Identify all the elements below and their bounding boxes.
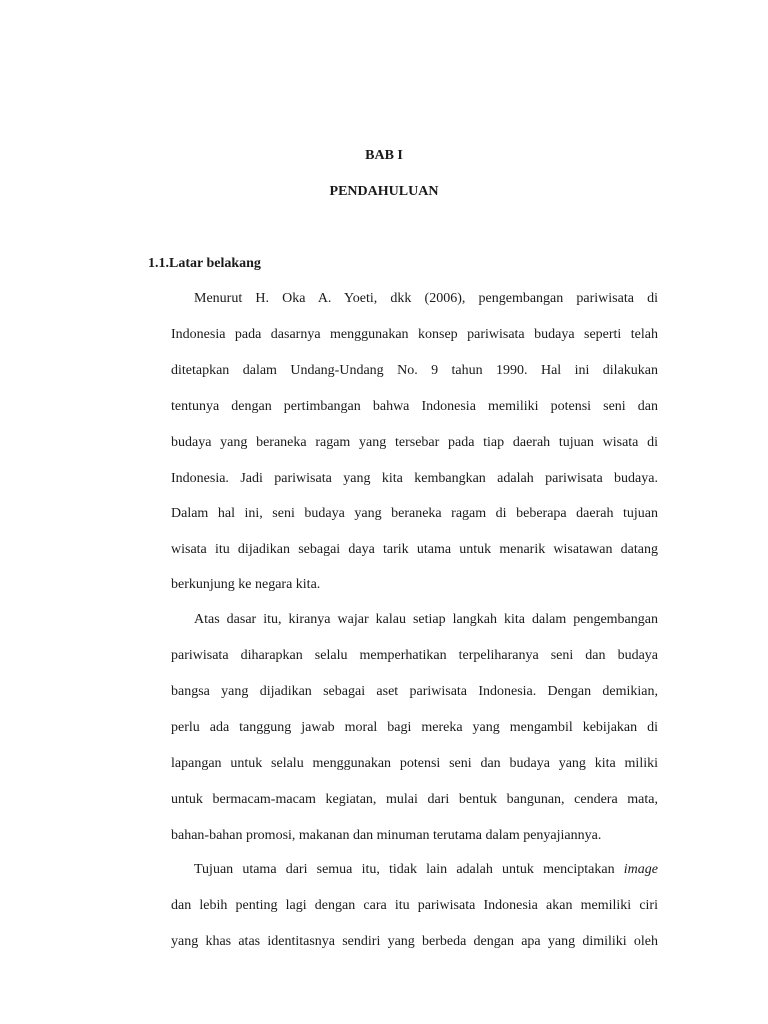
paragraph-3-line: yang khas atas identitasnya sendiri yang berbeda dengan apa yang dimiliki oleh <box>171 934 658 949</box>
chapter-number: BAB I <box>365 148 403 163</box>
paragraph-2-line: lapangan untuk selalu menggunakan potensi seni dan budaya yang kita miliki <box>171 756 658 771</box>
paragraph-2-line: perlu ada tanggung jawab moral bagi mereka yang mengambil kebijakan di <box>171 720 658 735</box>
paragraph-2-line: bahan-bahan promosi, makanan dan minuman terutama dalam penyajiannya. <box>171 828 602 843</box>
paragraph-1-line: ditetapkan dalam Undang-Undang No. 9 tahun 1990. Hal ini dilakukan <box>171 363 658 378</box>
paragraph-1-line: Indonesia. Jadi pariwisata yang kita kembangkan adalah pariwisata budaya. <box>171 471 658 486</box>
paragraph-1-line: Dalam hal ini, seni budaya yang beraneka ragam di beberapa daerah tujuan <box>171 506 658 521</box>
paragraph-1-line: tentunya dengan pertimbangan bahwa Indonesia memiliki potensi seni dan <box>171 399 658 414</box>
paragraph-3-line <box>194 861 658 879</box>
paragraph-2-line: pariwisata diharapkan selalu memperhatikan terpeliharanya seni dan budaya <box>171 648 658 663</box>
paragraph-3-line: dan lebih penting lagi dengan cara itu pariwisata Indonesia akan memiliki ciri <box>171 898 658 913</box>
paragraph-1-line: budaya yang beraneka ragam yang tersebar pada tiap daerah tujuan wisata di <box>171 435 658 450</box>
paragraph-2-line: untuk bermacam-macam kegiatan, mulai dari bentuk bangunan, cendera mata, <box>171 792 658 807</box>
paragraph-1-line: wisata itu dijadikan sebagai daya tarik utama untuk menarik wisatawan datang <box>171 542 658 557</box>
chapter-title: PENDAHULUAN <box>329 184 439 199</box>
italic-term: image <box>623 862 658 877</box>
section-heading: 1.1.Latar belakang <box>148 256 261 271</box>
paragraph-2-line: bangsa yang dijadikan sebagai aset pariwisata Indonesia. Dengan demikian, <box>171 684 658 699</box>
paragraph-1-line: berkunjung ke negara kita. <box>171 577 321 592</box>
paragraph-2-line: Atas dasar itu, kiranya wajar kalau setiap langkah kita dalam pengembangan <box>194 612 658 627</box>
paragraph-1-line: Menurut H. Oka A. Yoeti, dkk (2006), pengembangan pariwisata di <box>194 291 658 306</box>
paragraph-3-text: Tujuan utama dari semua itu, tidak lain adalah untuk menciptakan <box>194 862 615 877</box>
paragraph-1-line: Indonesia pada dasarnya menggunakan konsep pariwisata budaya seperti telah <box>171 327 658 342</box>
